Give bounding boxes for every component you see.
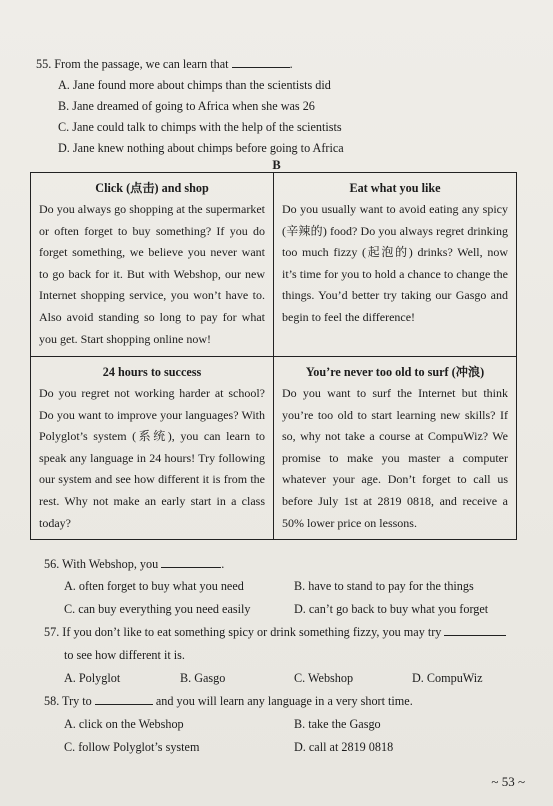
question-58-option-a: A. click on the Webshop [64, 717, 184, 731]
question-55-stem: 55. From the passage, we can learn that . [36, 57, 293, 71]
answer-blank [444, 624, 506, 636]
question-57-option-b: B. Gasgo [180, 671, 226, 685]
ad-webshop [31, 173, 273, 356]
section-label: B [272, 158, 281, 172]
ad-title: Click (点击) and shop [95, 181, 209, 195]
question-55-text: 55. From the passage, we can learn that [36, 57, 229, 71]
question-55-option-c: C. Jane could talk to chimps with the help of the scientists [58, 120, 342, 134]
question-56-option-b: B. have to stand to pay for the things [294, 579, 474, 593]
question-56-option-c: C. can buy everything you need easily [64, 602, 251, 616]
question-57-stem [44, 624, 506, 640]
answer-blank [232, 56, 290, 68]
question-55-option-b: B. Jane dreamed of going to Africa when she was 26 [58, 99, 315, 113]
ad-body: Do you always go shopping at the supermarket or often forget to buy something? If you do forget something, we believe you never want to go back for it. But with Webshop, our new Internet shopping service, you won’t have to. Also avoid standing so long to pay for what you get. Start shopping online now! [39, 202, 265, 346]
question-57-option-d: D. CompuWiz [412, 671, 483, 685]
question-57-option-a: A. Polyglot [64, 671, 121, 685]
advertisement-table [30, 172, 517, 540]
ad-title: 24 hours to success [102, 365, 202, 379]
question-57-text: 57. If you don’t like to eat something spicy or drink something fizzy, you may try [44, 625, 442, 639]
ad-polyglot [31, 357, 273, 539]
question-58-option-b: B. take the Gasgo [294, 717, 381, 731]
ad-body: Do you want to surf the Internet but think you’re too old to start learning new skills? If so, why not take a course at CompuWiz? We promise to make you master a computer whatever your age. Don’t forget to call us before July 1st at 2819 0818, and receive a 50% lower price on lessons. [282, 386, 508, 530]
page-number: ~ 53 ~ [491, 774, 525, 789]
question-55-option-d: D. Jane knew nothing about chimps before going to Africa [58, 141, 344, 155]
question-57-stem-continued: to see how different it is. [64, 648, 185, 662]
question-56-stem: 56. With Webshop, you . [44, 557, 225, 571]
question-55-option-a: A. Jane found more about chimps than the scientists did [58, 78, 331, 92]
ad-compuwiz [274, 357, 516, 539]
question-57-option-c: C. Webshop [294, 671, 354, 685]
ad-body: Do you usually want to avoid eating any spicy (辛辣的) food? Do you always regret drinking too much fizzy (起泡的) drinks? Well, now it’s time for you to hold a chance to change the things. You’d better try taking our Gasgo and begin to feel the difference! [282, 202, 508, 324]
question-58-text: 58. Try to [44, 694, 92, 708]
question-58-option-c: C. follow Polyglot’s system [64, 740, 200, 754]
question-56-option-a: A. often forget to buy what you need [64, 579, 244, 593]
question-56-text: 56. With Webshop, you [44, 557, 159, 571]
answer-blank [161, 556, 221, 568]
ad-gasgo [274, 173, 516, 356]
question-58-stem: 58. Try to and you will learn any language in a very short time. [44, 694, 413, 708]
question-56-option-d: D. can’t go back to buy what you forget [294, 602, 489, 616]
answer-blank [95, 693, 153, 705]
ad-body: Do you regret not working harder at school? Do you want to improve your languages? With Polyglot’s system (系统), you can learn to speak any language in 24 hours! Try following our system and see how different it is from the rest. Why not make an early start in a class today? [39, 386, 265, 530]
question-58-option-d: D. call at 2819 0818 [294, 740, 394, 754]
ad-title: You’re never too old to surf (冲浪) [305, 365, 485, 379]
ad-title: Eat what you like [349, 181, 441, 195]
